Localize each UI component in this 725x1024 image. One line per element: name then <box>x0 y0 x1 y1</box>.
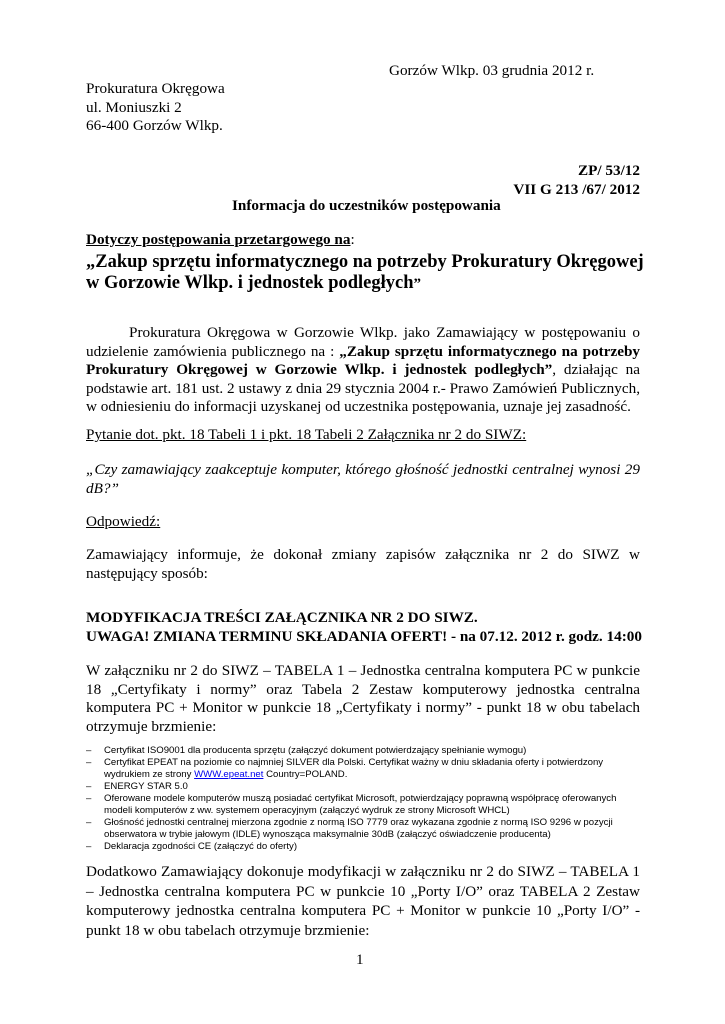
sender-city: 66-400 Gorzów Wlkp. <box>86 117 223 134</box>
list-item <box>86 817 640 841</box>
list-item-text: Certyfikat ISO9001 dla producenta sprzętu (załączyć dokument potwierdzający spełnianie wymogu) <box>104 745 527 756</box>
list-dash: – <box>86 841 92 852</box>
intro-text-1: Prokuratura Okręgowa w Gorzowie Wlkp. jako Zamawiający w postępowaniu o udzielenie zamówienia publicznego na : <box>86 324 640 360</box>
place-date: Gorzów Wlkp. 03 grudnia 2012 r. <box>389 62 595 79</box>
document-title: Informacja do uczestników postępowania <box>232 197 501 214</box>
answer-text: Zamawiający informuje, że dokonał zmiany zapisów załącznika nr 2 do SIWZ w następujący sposób: <box>86 546 640 582</box>
question-heading: Pytanie dot. pkt. 18 Tabeli 1 i pkt. 18 Tabeli 2 Załącznika nr 2 do SIWZ: <box>86 426 527 443</box>
paragraph-ports: Dodatkowo Zamawiający dokonuje modyfikacji w załączniku nr 2 do SIWZ – TABELA 1 – Jednostka centralna komputera PC w punkcie 10 „Porty I/O” oraz TABELA 2 Zestaw komputerowy jednostka centralna komputera PC + Monitor w punkcie 10 „Porty I/O” - punkt 18 w obu tabelach otrzymuje brzmienie: <box>86 863 640 939</box>
modification-line2: UWAGA! ZMIANA TERMINU SKŁADANIA OFERT! - na 07.12. 2012 r. godz. 14:00 <box>86 627 642 645</box>
intro-paragraph <box>86 324 640 417</box>
subject-title-line1: „Zakup sprzętu informatycznego na potrzeby Prokuratury Okręgowej <box>86 252 644 272</box>
requirements-list <box>86 745 640 853</box>
list-dash: – <box>86 793 92 804</box>
subject-label: Dotyczy postępowania przetargowego na <box>86 231 351 248</box>
paragraph-table-18: W załączniku nr 2 do SIWZ – TABELA 1 – Jednostka centralna komputera PC w punkcie 18 „Certyfikaty i normy” oraz Tabela 2 Zestaw komputerowy jednostka centralna komputera PC + Monitor w punkcie 18 „Certyfikaty i normy” - punkt 18 w obu tabelach otrzymuje brzmienie: <box>86 662 640 735</box>
sender-street: ul. Moniuszki 2 <box>86 98 182 116</box>
intro-subject-bold: „Zakup sprzętu informatycznego na potrzeby Prokuratury Okręgowej w Gorzowie Wlkp. i jednostek podległych” <box>86 342 640 378</box>
list-item-text: Deklaracja zgodności CE (załączyć do oferty) <box>104 841 298 852</box>
reference-numbers <box>340 162 640 199</box>
sender-address <box>86 80 225 136</box>
list-item <box>86 757 640 781</box>
modification-heading <box>86 609 642 646</box>
subject-close-quote: ” <box>413 276 422 292</box>
subject-label-line <box>86 231 355 250</box>
epeat-country: Country=POLAND. <box>263 769 348 780</box>
subject-title-line2: w Gorzowie Wlkp. i jednostek podległych <box>86 273 414 293</box>
list-dash: – <box>86 745 92 756</box>
modification-line1: MODYFIKACJA TREŚCI ZAŁĄCZNIKA NR 2 DO SIWZ. <box>86 609 478 626</box>
answer-heading: Odpowiedź: <box>86 513 161 530</box>
list-dash: – <box>86 781 92 792</box>
list-item-text: Głośność jednostki centralnej mierzona zgodnie z normą ISO 7779 oraz wykazana zgodnie z normą ISO 9296 w pozycji obserwatora w trybie jałowym (IDLE) wynosząca maksymalnie 30dB (załączyć oświadczenie producenta) <box>104 817 613 840</box>
list-dash: – <box>86 757 92 768</box>
page-number: 1 <box>356 951 364 968</box>
list-item <box>86 781 640 793</box>
sender-name: Prokuratura Okręgowa <box>86 80 225 97</box>
list-item-text-epeat <box>104 757 640 781</box>
list-item-text: ENERGY STAR 5.0 <box>104 781 188 792</box>
list-item <box>86 841 640 853</box>
list-dash: – <box>86 817 92 828</box>
question-text: „Czy zamawiający zaakceptuje komputer, którego głośność jednostki centralnej wynosi 29 dB?” <box>86 461 640 497</box>
subject-colon: : <box>350 231 355 248</box>
ref-number-zp: ZP/ 53/12 <box>577 162 640 179</box>
intro-text-2: , działając na podstawie art. 181 ust. 2 ustawy z dnia 29 stycznia 2004 r.- Prawo Zamówień Publicznych, w odniesieniu do informacji uzyskanej od uczestnika postępowania, uznaje jej zasadność. <box>86 361 640 415</box>
list-item-text: Oferowane modele komputerów muszą posiadać certyfikat Microsoft, potwierdzający poprawną współpracę oferowanych modeli komputerów z ww. systemem operacyjnym (załączyć wydruk ze strony Microsoft WHCL) <box>104 793 617 816</box>
epeat-link[interactable]: WWW.epeat.net <box>194 769 264 780</box>
ref-number-vii: VII G 213 /67/ 2012 <box>513 180 640 198</box>
list-item <box>86 745 640 757</box>
list-item <box>86 793 640 817</box>
subject-title <box>86 252 644 295</box>
list-item-text: Certyfikat EPEAT na poziomie co najmniej SILVER dla Polski. Certyfikat ważny w dniu składania oferty i potwierdzony wydrukiem ze strony <box>104 757 604 780</box>
